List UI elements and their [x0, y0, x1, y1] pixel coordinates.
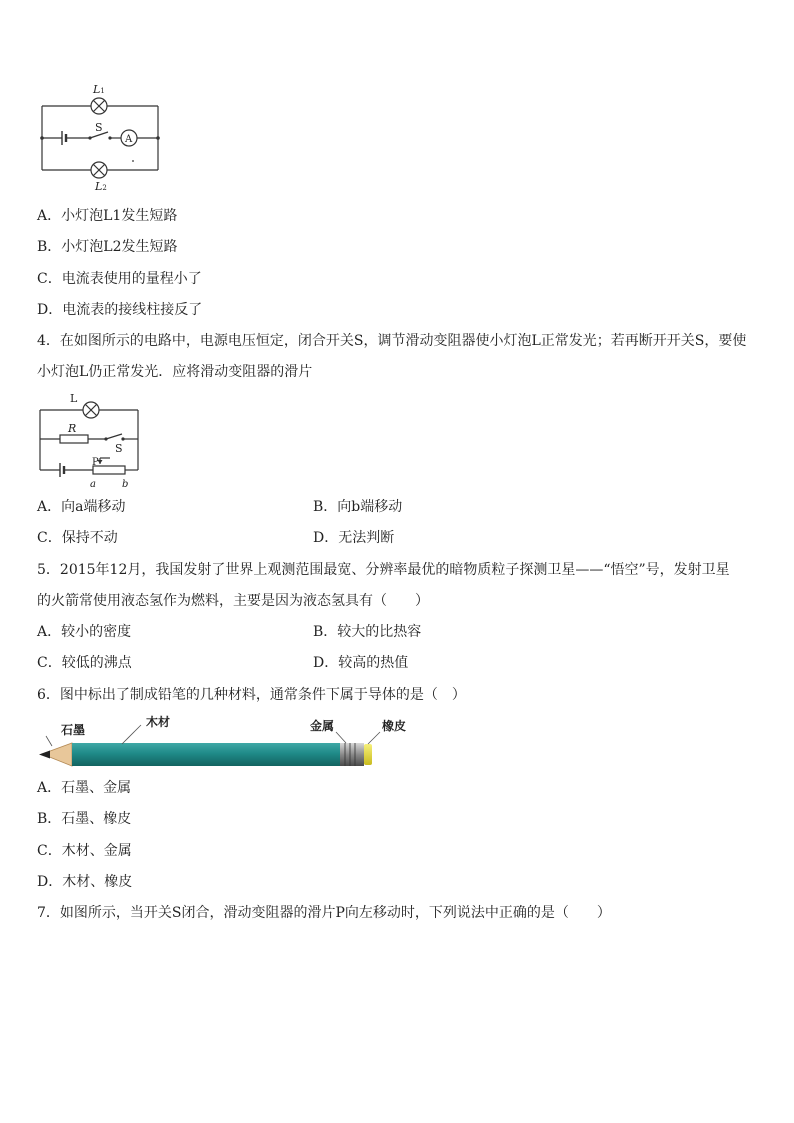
end-a-label: a [90, 479, 96, 490]
q4-option-a: A．向a端移动 [37, 499, 126, 515]
switch-label: S [95, 121, 103, 134]
battery-icon [60, 463, 64, 477]
q3-option-b: B．小灯泡L2发生短路 [37, 239, 178, 255]
q7-stem-line1: 7．如图所示，当开关S闭合，滑动变阻器的滑片P向左移动时，下列说法中正确的是（ ） [37, 905, 611, 921]
switch-s-icon [104, 437, 107, 440]
resistor-r-label: R [68, 422, 77, 435]
lamp-l2-label: L2 [95, 180, 107, 193]
q5-stem-line2: 的火箭常使用液态氢作为燃料，主要是因为液态氢具有（ ） [37, 593, 429, 609]
lamp-l1-label: L1 [93, 84, 105, 96]
wood-label: 木材 [146, 715, 171, 729]
q3-option-a: A．小灯泡L1发生短路 [37, 208, 178, 224]
q5-option-d: D．较高的热值 [313, 655, 409, 671]
metal-label: 金属 [310, 719, 335, 733]
eraser-icon [364, 744, 372, 765]
graphite-tip-icon [39, 751, 50, 759]
end-b-label: b [122, 479, 129, 490]
q4-option-d: D．无法判断 [313, 530, 395, 546]
q3-option-c: C．电流表使用的量程小了 [37, 271, 202, 287]
q4-circuit-diagram [38, 390, 148, 490]
lamp-l-label: L [70, 392, 78, 405]
q6-option-c: C．木材、金属 [37, 843, 132, 859]
q3-circuit-diagram [38, 84, 166, 194]
lamp-l1-icon [91, 98, 107, 114]
q5-option-b: B．较大的比热容 [313, 624, 422, 640]
q6-option-d: D．木材、橡皮 [37, 874, 133, 890]
lamp-l-icon [83, 402, 99, 418]
q5-stem-line1: 5．2015年12月，我国发射了世界上观测范围最宽、分辨率最优的暗物质粒子探测卫星——“悟空”号，发射卫星 [37, 562, 730, 578]
resistor-r-icon [60, 435, 88, 443]
q6-option-a: A．石墨、金属 [37, 780, 132, 796]
q4-stem-line1: 4．在如图所示的电路中，电源电压恒定，闭合开关S，调节滑动变阻器使小灯泡L正常发光；若再断开开关S，要使 [37, 333, 747, 349]
q4-stem-line2: 小灯泡L仍正常发光．应将滑动变阻器的滑片 [37, 364, 313, 380]
lamp-l2-icon [91, 162, 107, 178]
switch-s-label: S [115, 442, 123, 455]
q6-pencil-figure [36, 710, 416, 776]
ammeter-label: A [125, 134, 133, 145]
q4-option-b: B．向b端移动 [313, 499, 403, 515]
eraser-label: 橡皮 [382, 719, 407, 733]
q5-option-a: A．较小的密度 [37, 624, 132, 640]
graphite-label: 石墨 [61, 723, 86, 737]
q3-option-d: D．电流表的接线柱接反了 [37, 302, 203, 318]
switch-pivot-icon [88, 136, 91, 139]
q5-option-c: C．较低的沸点 [37, 655, 132, 671]
q6-option-b: B．石墨、橡皮 [37, 811, 132, 827]
battery-icon [62, 131, 66, 145]
q4-option-c: C．保持不动 [37, 530, 118, 546]
pencil-body [72, 743, 340, 766]
slider-p-label: P [92, 457, 99, 468]
metal-ferrule-icon [340, 743, 364, 766]
q6-stem-line1: 6．图中标出了制成铅笔的几种材料，通常条件下属于导体的是（ ） [37, 687, 466, 703]
